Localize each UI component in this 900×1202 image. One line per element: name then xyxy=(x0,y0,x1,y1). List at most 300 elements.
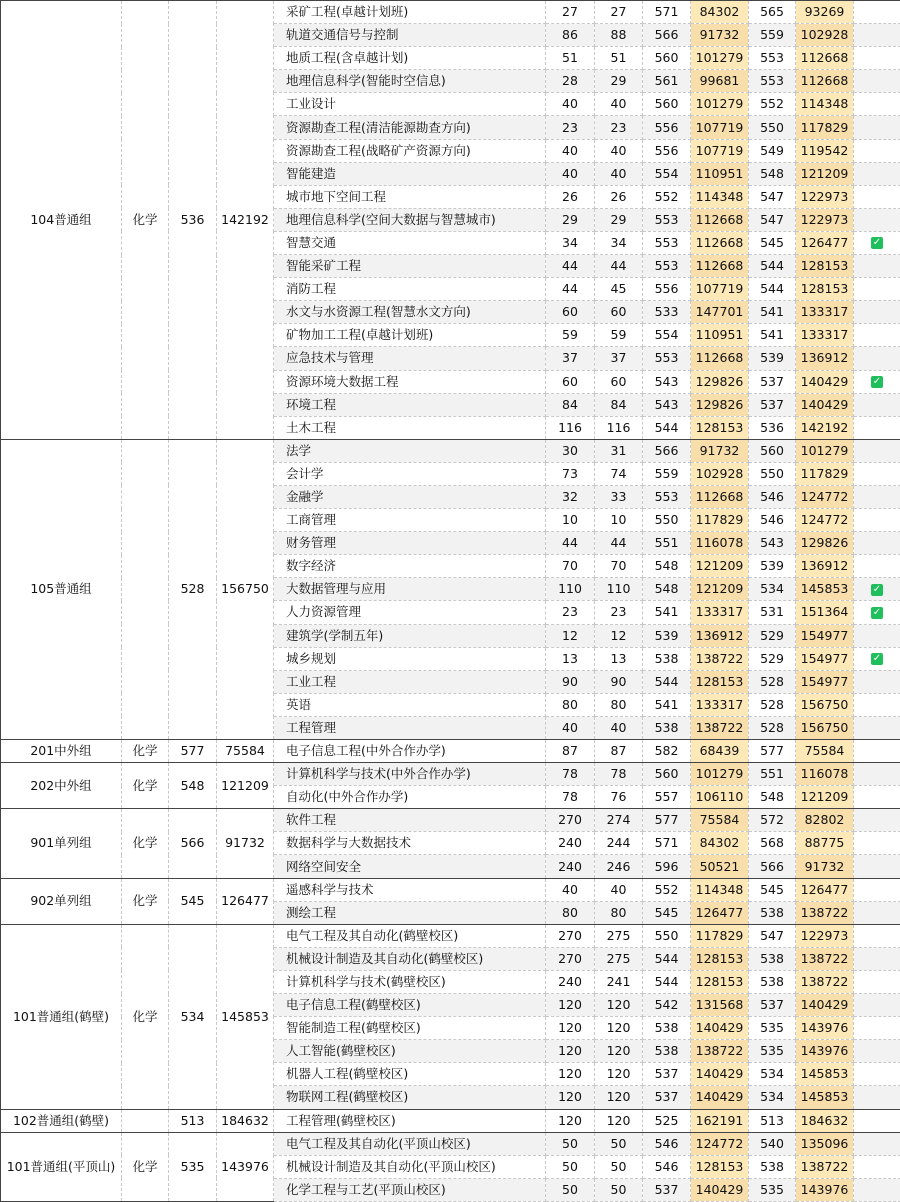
score-2023: 553 xyxy=(643,347,691,370)
score-2024: 544 xyxy=(749,255,796,278)
enrolled-count: 34 xyxy=(595,231,643,254)
rank-2024: 143976 xyxy=(796,1040,854,1063)
rank-2024: 143976 xyxy=(796,1178,854,1201)
rank-2024: 156750 xyxy=(796,716,854,739)
group-min-rank: 156750 xyxy=(217,439,274,739)
enrolled-count: 40 xyxy=(595,93,643,116)
rank-2023: 91732 xyxy=(691,24,749,47)
major-name: 工商管理 xyxy=(274,509,546,532)
rank-2023: 121209 xyxy=(691,555,749,578)
enrolled-count: 120 xyxy=(595,1086,643,1109)
group-name: 201中外组 xyxy=(1,740,122,763)
rank-2024: 112668 xyxy=(796,70,854,93)
major-name: 地理信息科学(空间大数据与智慧城市) xyxy=(274,208,546,231)
score-2023: 546 xyxy=(643,1155,691,1178)
rank-2023: 112668 xyxy=(691,208,749,231)
rank-2023: 138722 xyxy=(691,716,749,739)
enrolled-count: 275 xyxy=(595,924,643,947)
enrolled-count: 120 xyxy=(595,1109,643,1132)
rank-2023: 110951 xyxy=(691,324,749,347)
score-2023: 566 xyxy=(643,439,691,462)
score-2023: 538 xyxy=(643,1040,691,1063)
rank-2023: 162191 xyxy=(691,1109,749,1132)
rank-2024: 145853 xyxy=(796,1063,854,1086)
score-2023: 548 xyxy=(643,578,691,601)
enrolled-count: 90 xyxy=(595,670,643,693)
enrolled-count: 23 xyxy=(595,116,643,139)
major-name: 工业工程 xyxy=(274,670,546,693)
plan-count: 37 xyxy=(546,347,595,370)
rank-2024: 154977 xyxy=(796,624,854,647)
rank-2023: 138722 xyxy=(691,1040,749,1063)
score-2023: 556 xyxy=(643,116,691,139)
check-cell xyxy=(854,1,900,24)
major-name: 轨道交通信号与控制 xyxy=(274,24,546,47)
major-name: 电子信息工程(中外合作办学) xyxy=(274,740,546,763)
rank-2023: 126477 xyxy=(691,901,749,924)
group-min-rank: 121209 xyxy=(217,763,274,809)
check-cell xyxy=(854,255,900,278)
major-name: 英语 xyxy=(274,693,546,716)
enrolled-count: 87 xyxy=(595,740,643,763)
score-2023: 560 xyxy=(643,763,691,786)
check-cell xyxy=(854,832,900,855)
plan-count: 84 xyxy=(546,393,595,416)
rank-2024: 88775 xyxy=(796,832,854,855)
score-2024: 547 xyxy=(749,185,796,208)
major-name: 网络空间安全 xyxy=(274,855,546,878)
check-cell xyxy=(854,116,900,139)
score-2024: 568 xyxy=(749,832,796,855)
score-2024: 541 xyxy=(749,301,796,324)
table-row xyxy=(1,809,900,832)
rank-2024: 135096 xyxy=(796,1132,854,1155)
enrolled-count: 44 xyxy=(595,255,643,278)
enrolled-count: 274 xyxy=(595,809,643,832)
plan-count: 32 xyxy=(546,485,595,508)
score-2024: 539 xyxy=(749,347,796,370)
table-row xyxy=(1,1132,900,1155)
group-min-score: 534 xyxy=(169,924,217,1109)
enrolled-count: 40 xyxy=(595,878,643,901)
check-cell xyxy=(854,393,900,416)
enrolled-count: 60 xyxy=(595,370,643,393)
check-cell xyxy=(854,93,900,116)
rank-2024: 184632 xyxy=(796,1109,854,1132)
plan-count: 80 xyxy=(546,901,595,924)
rank-2024: 91732 xyxy=(796,855,854,878)
group-min-rank: 142192 xyxy=(217,1,274,440)
score-2024: 553 xyxy=(749,47,796,70)
score-2024: 538 xyxy=(749,901,796,924)
plan-count: 40 xyxy=(546,878,595,901)
plan-count: 29 xyxy=(546,208,595,231)
plan-count: 44 xyxy=(546,278,595,301)
plan-count: 50 xyxy=(546,1155,595,1178)
score-2023: 553 xyxy=(643,485,691,508)
score-2023: 548 xyxy=(643,555,691,578)
rank-2024: 140429 xyxy=(796,994,854,1017)
plan-count: 40 xyxy=(546,716,595,739)
score-2024: 534 xyxy=(749,1063,796,1086)
plan-count: 120 xyxy=(546,994,595,1017)
major-name: 机械设计制造及其自动化(鹤壁校区) xyxy=(274,947,546,970)
major-name: 机械设计制造及其自动化(平顶山校区) xyxy=(274,1155,546,1178)
check-cell xyxy=(854,763,900,786)
rank-2023: 84302 xyxy=(691,1,749,24)
score-2024: 549 xyxy=(749,139,796,162)
check-cell xyxy=(854,370,900,393)
plan-count: 78 xyxy=(546,786,595,809)
table-row xyxy=(1,763,900,786)
check-cell xyxy=(854,1063,900,1086)
rank-2024: 145853 xyxy=(796,1086,854,1109)
score-2024: 545 xyxy=(749,878,796,901)
score-2024: 565 xyxy=(749,1,796,24)
rank-2024: 140429 xyxy=(796,393,854,416)
enrolled-count: 26 xyxy=(595,185,643,208)
score-2024: 548 xyxy=(749,162,796,185)
major-name: 资源勘查工程(战略矿产资源方向) xyxy=(274,139,546,162)
major-name: 智能采矿工程 xyxy=(274,255,546,278)
enrolled-count: 12 xyxy=(595,624,643,647)
major-name: 会计学 xyxy=(274,462,546,485)
group-min-score: 513 xyxy=(169,1109,217,1132)
rank-2024: 124772 xyxy=(796,485,854,508)
major-name: 数字经济 xyxy=(274,555,546,578)
rank-2023: 91732 xyxy=(691,439,749,462)
rank-2024: 136912 xyxy=(796,347,854,370)
group-min-score: 528 xyxy=(169,439,217,739)
major-name: 智慧交通 xyxy=(274,231,546,254)
plan-count: 116 xyxy=(546,416,595,439)
check-cell xyxy=(854,901,900,924)
rank-2024: 151364 xyxy=(796,601,854,624)
major-name: 资源环境大数据工程 xyxy=(274,370,546,393)
rank-2023: 128153 xyxy=(691,416,749,439)
check-mark-icon: ✓ xyxy=(871,584,883,596)
check-cell xyxy=(854,70,900,93)
score-2024: 528 xyxy=(749,670,796,693)
rank-2024: 126477 xyxy=(796,878,854,901)
rank-2023: 112668 xyxy=(691,231,749,254)
plan-count: 120 xyxy=(546,1063,595,1086)
check-cell xyxy=(854,924,900,947)
plan-count: 40 xyxy=(546,162,595,185)
rank-2023: 140429 xyxy=(691,1063,749,1086)
check-cell xyxy=(854,693,900,716)
plan-count: 120 xyxy=(546,1017,595,1040)
enrolled-count: 29 xyxy=(595,70,643,93)
score-2023: 539 xyxy=(643,624,691,647)
enrolled-count: 10 xyxy=(595,509,643,532)
score-2024: 552 xyxy=(749,93,796,116)
score-2023: 546 xyxy=(643,1132,691,1155)
score-2023: 554 xyxy=(643,162,691,185)
group-min-rank: 145853 xyxy=(217,924,274,1109)
major-name: 地理信息科学(智能时空信息) xyxy=(274,70,546,93)
check-cell xyxy=(854,439,900,462)
score-2023: 571 xyxy=(643,832,691,855)
plan-count: 80 xyxy=(546,693,595,716)
score-2023: 542 xyxy=(643,994,691,1017)
rank-2023: 128153 xyxy=(691,947,749,970)
enrolled-count: 44 xyxy=(595,532,643,555)
major-name: 物联网工程(鹤壁校区) xyxy=(274,1086,546,1109)
score-2024: 551 xyxy=(749,763,796,786)
rank-2024: 133317 xyxy=(796,324,854,347)
major-name: 工程管理 xyxy=(274,716,546,739)
enrolled-count: 80 xyxy=(595,693,643,716)
score-2024: 538 xyxy=(749,947,796,970)
rank-2024: 117829 xyxy=(796,462,854,485)
check-cell xyxy=(854,624,900,647)
enrolled-count: 33 xyxy=(595,485,643,508)
enrolled-count: 116 xyxy=(595,416,643,439)
rank-2024: 129826 xyxy=(796,532,854,555)
rank-2024: 138722 xyxy=(796,901,854,924)
rank-2024: 154977 xyxy=(796,647,854,670)
major-name: 资源勘查工程(清洁能源勘查方向) xyxy=(274,116,546,139)
rank-2023: 107719 xyxy=(691,116,749,139)
check-cell xyxy=(854,994,900,1017)
score-2024: 535 xyxy=(749,1017,796,1040)
rank-2023: 138722 xyxy=(691,647,749,670)
group-name: 101普通组(鹤壁) xyxy=(1,924,122,1109)
enrolled-count: 84 xyxy=(595,393,643,416)
check-cell xyxy=(854,740,900,763)
score-2023: 566 xyxy=(643,24,691,47)
check-cell xyxy=(854,970,900,993)
group-min-score: 545 xyxy=(169,878,217,924)
group-subject: 化学 xyxy=(122,1,169,440)
rank-2024: 114348 xyxy=(796,93,854,116)
check-cell xyxy=(854,278,900,301)
rank-2023: 102928 xyxy=(691,462,749,485)
rank-2024: 112668 xyxy=(796,47,854,70)
rank-2023: 112668 xyxy=(691,347,749,370)
group-subject xyxy=(122,1109,169,1132)
score-2024: 538 xyxy=(749,1155,796,1178)
enrolled-count: 244 xyxy=(595,832,643,855)
score-2023: 596 xyxy=(643,855,691,878)
plan-count: 90 xyxy=(546,670,595,693)
score-2024: 529 xyxy=(749,647,796,670)
plan-count: 50 xyxy=(546,1132,595,1155)
rank-2023: 99681 xyxy=(691,70,749,93)
plan-count: 59 xyxy=(546,324,595,347)
score-2024: 537 xyxy=(749,370,796,393)
check-cell xyxy=(854,301,900,324)
score-2023: 552 xyxy=(643,878,691,901)
score-2024: 550 xyxy=(749,462,796,485)
rank-2023: 129826 xyxy=(691,370,749,393)
check-cell xyxy=(854,1155,900,1178)
score-2023: 556 xyxy=(643,139,691,162)
check-cell xyxy=(854,1109,900,1132)
major-name: 水文与水资源工程(智慧水文方向) xyxy=(274,301,546,324)
plan-count: 23 xyxy=(546,116,595,139)
major-name: 智能制造工程(鹤壁校区) xyxy=(274,1017,546,1040)
rank-2024: 102928 xyxy=(796,24,854,47)
score-2023: 544 xyxy=(643,947,691,970)
score-2023: 561 xyxy=(643,70,691,93)
rank-2023: 84302 xyxy=(691,832,749,855)
plan-count: 10 xyxy=(546,509,595,532)
rank-2024: 82802 xyxy=(796,809,854,832)
score-2023: 560 xyxy=(643,93,691,116)
rank-2024: 126477 xyxy=(796,231,854,254)
rank-2024: 136912 xyxy=(796,555,854,578)
rank-2024: 133317 xyxy=(796,301,854,324)
plan-count: 270 xyxy=(546,809,595,832)
check-cell xyxy=(854,855,900,878)
check-mark-icon: ✓ xyxy=(871,607,883,619)
group-name: 104普通组 xyxy=(1,1,122,440)
score-2024: 534 xyxy=(749,578,796,601)
plan-count: 86 xyxy=(546,24,595,47)
check-cell xyxy=(854,1040,900,1063)
enrolled-count: 40 xyxy=(595,162,643,185)
major-name: 软件工程 xyxy=(274,809,546,832)
check-cell xyxy=(854,462,900,485)
enrolled-count: 246 xyxy=(595,855,643,878)
check-cell xyxy=(854,1132,900,1155)
score-2023: 560 xyxy=(643,47,691,70)
enrolled-count: 40 xyxy=(595,716,643,739)
rank-2023: 128153 xyxy=(691,670,749,693)
major-name: 人力资源管理 xyxy=(274,601,546,624)
group-subject: 化学 xyxy=(122,763,169,809)
check-mark-icon: ✓ xyxy=(871,237,883,249)
check-cell xyxy=(854,809,900,832)
plan-count: 70 xyxy=(546,555,595,578)
plan-count: 40 xyxy=(546,139,595,162)
rank-2023: 68439 xyxy=(691,740,749,763)
score-2024: 548 xyxy=(749,786,796,809)
plan-count: 73 xyxy=(546,462,595,485)
plan-count: 26 xyxy=(546,185,595,208)
check-mark-icon: ✓ xyxy=(871,653,883,665)
major-name: 城市地下空间工程 xyxy=(274,185,546,208)
enrolled-count: 74 xyxy=(595,462,643,485)
major-name: 数据科学与大数据技术 xyxy=(274,832,546,855)
score-2023: 537 xyxy=(643,1086,691,1109)
score-2023: 559 xyxy=(643,462,691,485)
score-2024: 528 xyxy=(749,716,796,739)
rank-2023: 107719 xyxy=(691,139,749,162)
plan-count: 78 xyxy=(546,763,595,786)
enrolled-count: 27 xyxy=(595,1,643,24)
rank-2024: 128153 xyxy=(796,255,854,278)
group-name: 101普通组(平顶山) xyxy=(1,1132,122,1201)
rank-2023: 140429 xyxy=(691,1178,749,1201)
enrolled-count: 88 xyxy=(595,24,643,47)
group-min-score: 577 xyxy=(169,740,217,763)
enrolled-count: 76 xyxy=(595,786,643,809)
rank-2023: 129826 xyxy=(691,393,749,416)
group-subject: 化学 xyxy=(122,740,169,763)
plan-count: 12 xyxy=(546,624,595,647)
check-cell xyxy=(854,47,900,70)
enrolled-count: 120 xyxy=(595,1017,643,1040)
major-name: 机器人工程(鹤壁校区) xyxy=(274,1063,546,1086)
plan-count: 40 xyxy=(546,93,595,116)
rank-2023: 117829 xyxy=(691,924,749,947)
score-2023: 545 xyxy=(643,901,691,924)
plan-count: 51 xyxy=(546,47,595,70)
score-2023: 544 xyxy=(643,970,691,993)
enrolled-count: 37 xyxy=(595,347,643,370)
score-2024: 538 xyxy=(749,970,796,993)
score-2024: 534 xyxy=(749,1086,796,1109)
table-row xyxy=(1,1,900,24)
group-min-rank: 75584 xyxy=(217,740,274,763)
rank-2024: 121209 xyxy=(796,786,854,809)
group-subject: 化学 xyxy=(122,878,169,924)
major-name: 测绘工程 xyxy=(274,901,546,924)
check-cell xyxy=(854,578,900,601)
major-name: 环境工程 xyxy=(274,393,546,416)
major-name: 智能建造 xyxy=(274,162,546,185)
plan-count: 87 xyxy=(546,740,595,763)
score-2023: 554 xyxy=(643,324,691,347)
score-2024: 572 xyxy=(749,809,796,832)
rank-2023: 107719 xyxy=(691,278,749,301)
plan-count: 120 xyxy=(546,1086,595,1109)
rank-2023: 50521 xyxy=(691,855,749,878)
score-2023: 553 xyxy=(643,231,691,254)
enrolled-count: 78 xyxy=(595,763,643,786)
rank-2023: 136912 xyxy=(691,624,749,647)
score-2024: 536 xyxy=(749,416,796,439)
check-cell xyxy=(854,532,900,555)
score-2023: 544 xyxy=(643,416,691,439)
table-row xyxy=(1,740,900,763)
score-2024: 559 xyxy=(749,24,796,47)
major-name: 城乡规划 xyxy=(274,647,546,670)
group-subject xyxy=(122,439,169,739)
enrolled-count: 40 xyxy=(595,139,643,162)
check-cell xyxy=(854,324,900,347)
score-2023: 541 xyxy=(643,601,691,624)
check-cell xyxy=(854,670,900,693)
rank-2024: 121209 xyxy=(796,162,854,185)
score-2023: 544 xyxy=(643,670,691,693)
score-2024: 545 xyxy=(749,231,796,254)
plan-count: 13 xyxy=(546,647,595,670)
score-2023: 553 xyxy=(643,208,691,231)
check-cell xyxy=(854,162,900,185)
enrolled-count: 50 xyxy=(595,1132,643,1155)
score-2024: 535 xyxy=(749,1178,796,1201)
group-name: 901单列组 xyxy=(1,809,122,878)
enrolled-count: 59 xyxy=(595,324,643,347)
enrolled-count: 50 xyxy=(595,1155,643,1178)
rank-2023: 128153 xyxy=(691,970,749,993)
major-name: 法学 xyxy=(274,439,546,462)
plan-count: 240 xyxy=(546,832,595,855)
rank-2024: 124772 xyxy=(796,509,854,532)
score-2024: 577 xyxy=(749,740,796,763)
rank-2024: 138722 xyxy=(796,1155,854,1178)
score-2024: 537 xyxy=(749,994,796,1017)
table-row xyxy=(1,924,900,947)
rank-2023: 106110 xyxy=(691,786,749,809)
major-name: 金融学 xyxy=(274,485,546,508)
rank-2024: 142192 xyxy=(796,416,854,439)
plan-count: 270 xyxy=(546,924,595,947)
